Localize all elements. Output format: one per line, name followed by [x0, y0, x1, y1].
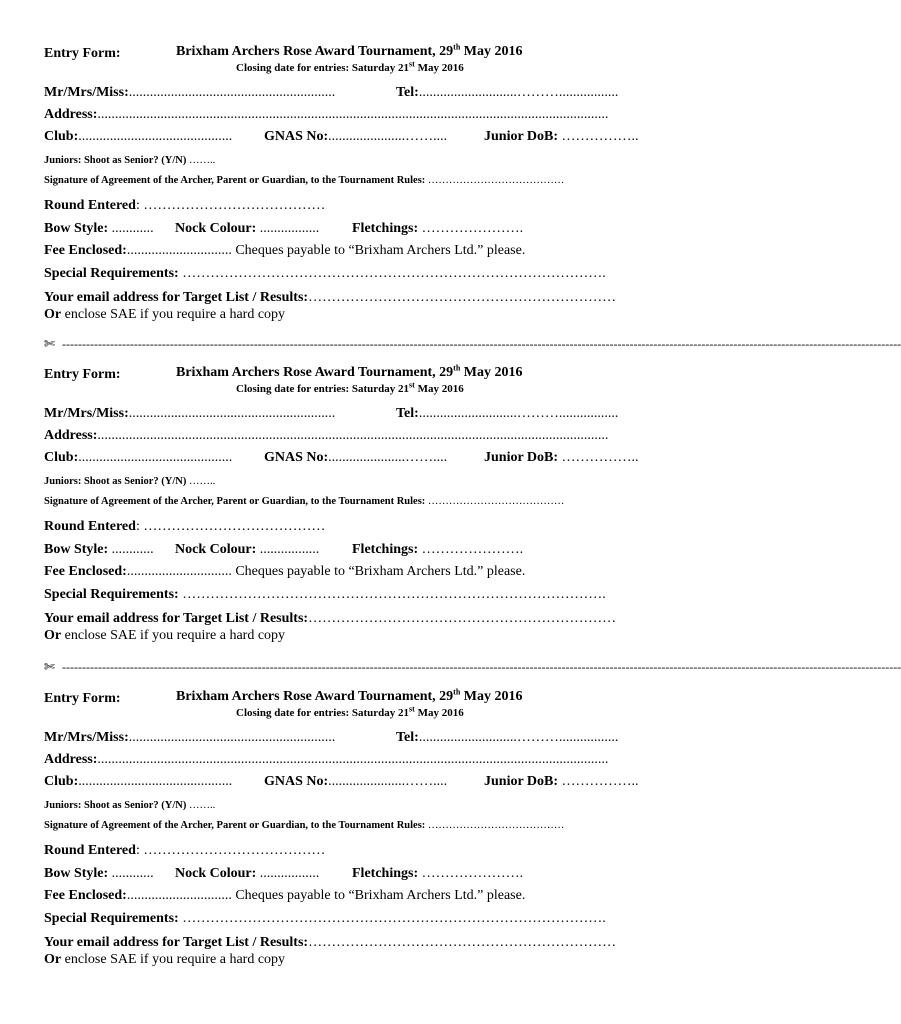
- gnas-field[interactable]: GNAS No:......................……....: [264, 129, 448, 144]
- scissors-icon: ✄: [44, 659, 55, 674]
- signature-field[interactable]: Signature of Agreement of the Archer, Parent or Guardian, to the Tournament Rules: …………………………………: [44, 496, 565, 507]
- nock-colour-field[interactable]: Nock Colour: .................: [175, 866, 320, 881]
- sae-note: Or enclose SAE if you require a hard copy: [44, 628, 286, 643]
- bow-style-field[interactable]: Bow Style: ............: [44, 221, 154, 236]
- entry-form-label: Entry Form:: [44, 46, 121, 61]
- tournament-title: Brixham Archers Rose Award Tournament, 29th May 2016: [176, 363, 523, 380]
- address-field[interactable]: Address:..................................................................................................................................................: [44, 752, 609, 767]
- email-field[interactable]: Your email address for Target List / Results:…………………………………………………………: [44, 935, 617, 950]
- club-field[interactable]: Club:............................................: [44, 129, 233, 144]
- fee-enclosed-field[interactable]: Fee Enclosed:.............................. Cheques payable to “Brixham Archers Ltd.” please.: [44, 564, 526, 579]
- sae-note: Or enclose SAE if you require a hard copy: [44, 307, 286, 322]
- name-field[interactable]: Mr/Mrs/Miss:...........................................................: [44, 730, 336, 745]
- fee-enclosed-field[interactable]: Fee Enclosed:.............................. Cheques payable to “Brixham Archers Ltd.” please.: [44, 243, 526, 258]
- address-field[interactable]: Address:..................................................................................................................................................: [44, 428, 609, 443]
- entry-form-label: Entry Form:: [44, 367, 121, 382]
- special-requirements-field[interactable]: Special Requirements: ……………………………………………………………………………….: [44, 266, 606, 281]
- special-requirements-field[interactable]: Special Requirements: ……………………………………………………………………………….: [44, 911, 606, 926]
- tel-field[interactable]: Tel:............................……….................: [396, 85, 619, 100]
- entry-form-1: [0, 0, 724, 322]
- juniors-senior-field[interactable]: Juniors: Shoot as Senior? (Y/N) ……..: [44, 800, 216, 811]
- entry-form-2: [0, 321, 901, 643]
- cut-line: ✄ ------------------------------------------------------------------------------------------------------------------------------------------------------------------------------------------------------------------: [44, 336, 901, 351]
- gnas-field[interactable]: GNAS No:......................……....: [264, 774, 448, 789]
- closing-date: Closing date for entries: Saturday 21st May 2016: [236, 380, 464, 395]
- entry-form-label: Entry Form:: [44, 691, 121, 706]
- scissors-icon: ✄: [44, 336, 55, 351]
- fletchings-field[interactable]: Fletchings: ………………….: [352, 221, 524, 236]
- nock-colour-field[interactable]: Nock Colour: .................: [175, 221, 320, 236]
- tel-field[interactable]: Tel:............................……….................: [396, 730, 619, 745]
- signature-field[interactable]: Signature of Agreement of the Archer, Parent or Guardian, to the Tournament Rules: …………………………………: [44, 820, 565, 831]
- cut-line: ✄ ------------------------------------------------------------------------------------------------------------------------------------------------------------------------------------------------------------------: [44, 659, 901, 674]
- tournament-title: Brixham Archers Rose Award Tournament, 29th May 2016: [176, 42, 523, 59]
- address-field[interactable]: Address:..................................................................................................................................................: [44, 107, 609, 122]
- tel-field[interactable]: Tel:............................……….................: [396, 406, 619, 421]
- closing-date: Closing date for entries: Saturday 21st May 2016: [236, 704, 464, 719]
- name-field[interactable]: Mr/Mrs/Miss:...........................................................: [44, 85, 336, 100]
- juniors-senior-field[interactable]: Juniors: Shoot as Senior? (Y/N) ……..: [44, 476, 216, 487]
- bow-style-field[interactable]: Bow Style: ............: [44, 866, 154, 881]
- signature-field[interactable]: Signature of Agreement of the Archer, Parent or Guardian, to the Tournament Rules: …………………………………: [44, 175, 565, 186]
- name-field[interactable]: Mr/Mrs/Miss:...........................................................: [44, 406, 336, 421]
- email-field[interactable]: Your email address for Target List / Results:…………………………………………………………: [44, 290, 617, 305]
- nock-colour-field[interactable]: Nock Colour: .................: [175, 542, 320, 557]
- round-entered-field[interactable]: Round Entered: …………………………………: [44, 519, 326, 534]
- fletchings-field[interactable]: Fletchings: ………………….: [352, 542, 524, 557]
- special-requirements-field[interactable]: Special Requirements: ……………………………………………………………………………….: [44, 587, 606, 602]
- gnas-field[interactable]: GNAS No:......................……....: [264, 450, 448, 465]
- email-field[interactable]: Your email address for Target List / Results:…………………………………………………………: [44, 611, 617, 626]
- junior-dob-field[interactable]: Junior DoB: ……………..: [484, 774, 639, 789]
- fletchings-field[interactable]: Fletchings: ………………….: [352, 866, 524, 881]
- club-field[interactable]: Club:............................................: [44, 450, 233, 465]
- junior-dob-field[interactable]: Junior DoB: ……………..: [484, 450, 639, 465]
- tournament-title: Brixham Archers Rose Award Tournament, 29th May 2016: [176, 687, 523, 704]
- closing-date: Closing date for entries: Saturday 21st May 2016: [236, 59, 464, 74]
- club-field[interactable]: Club:............................................: [44, 774, 233, 789]
- bow-style-field[interactable]: Bow Style: ............: [44, 542, 154, 557]
- entry-form-3: [0, 645, 901, 967]
- fee-enclosed-field[interactable]: Fee Enclosed:.............................. Cheques payable to “Brixham Archers Ltd.” please.: [44, 888, 526, 903]
- juniors-senior-field[interactable]: Juniors: Shoot as Senior? (Y/N) ……..: [44, 155, 216, 166]
- round-entered-field[interactable]: Round Entered: …………………………………: [44, 843, 326, 858]
- round-entered-field[interactable]: Round Entered: …………………………………: [44, 198, 326, 213]
- sae-note: Or enclose SAE if you require a hard copy: [44, 952, 286, 967]
- junior-dob-field[interactable]: Junior DoB: ……………..: [484, 129, 639, 144]
